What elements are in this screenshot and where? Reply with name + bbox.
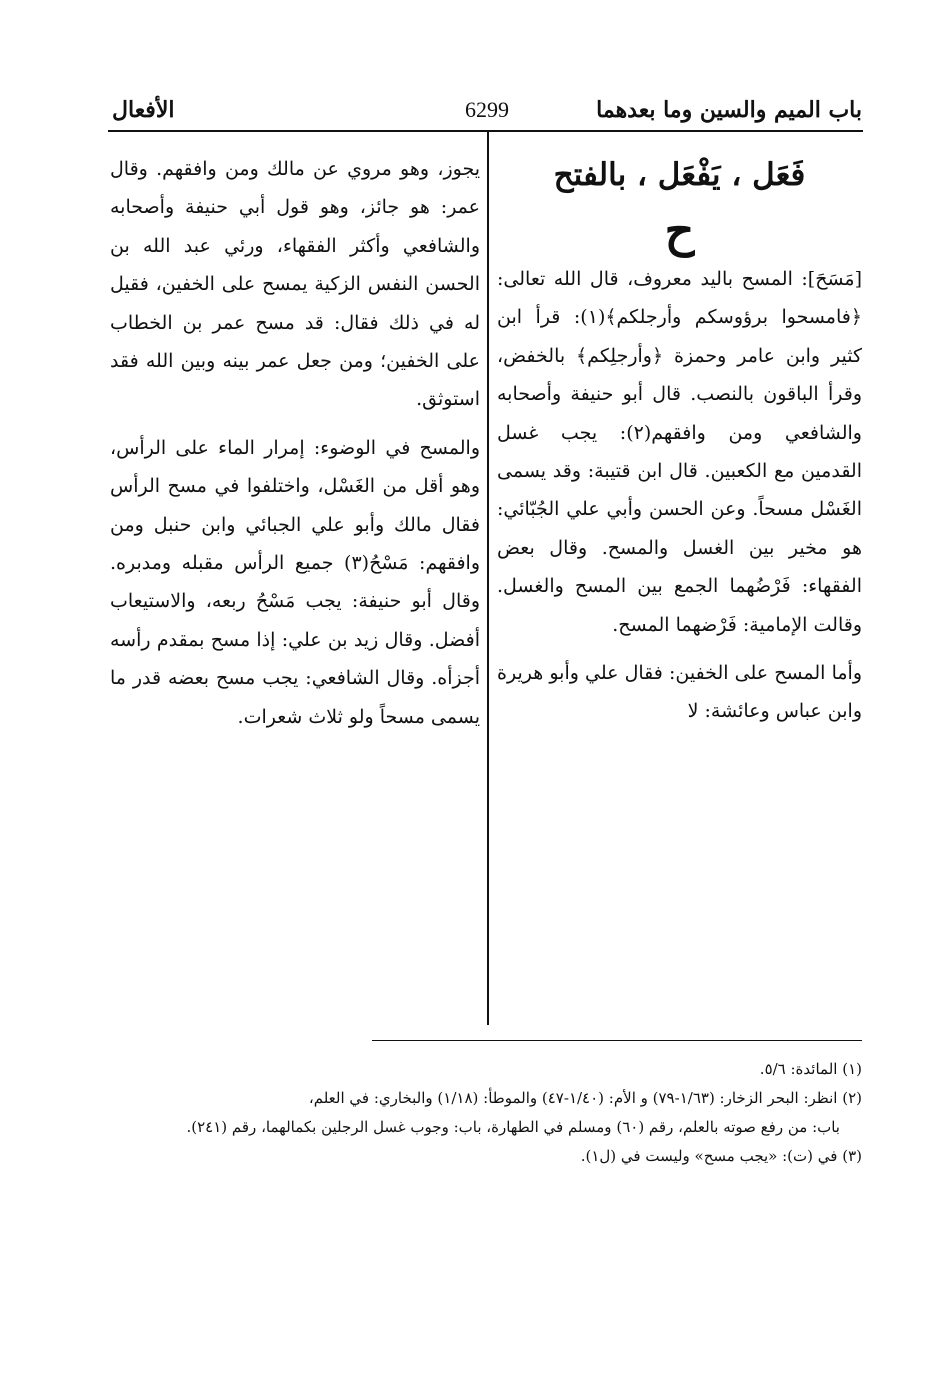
- paragraph: [مَسَحَ]: المسح باليد معروف، قال الله تعالى: ﴿فامسحوا برؤوسكم وأرجلكم﴾(١): قرأ ابن كثير وابن عامر وحمزة ﴿وأرجلِكم﴾ بالخفض، وقرأ الباقون بالنصب. قال أبو حنيفة وأصحابه والشافعي ومن وافقهم(٢): يجب غسل القدمين مع الكعبين. قال ابن قتيبة: وقد يسمى الغَسْل مسحاً. وعن الحسن وأبي علي الجُبّائي: هو مخير بين الغسل والمسح. وقال بعض الفقهاء: فَرْضُهما الجمع بين المسح والغسل. وقالت الإمامية: فَرْضهما المسح.: [497, 268, 862, 636]
- right-column: [497, 150, 862, 731]
- footnote: (١) المائدة: ٥/٦.: [759, 1060, 862, 1078]
- left-column: [110, 150, 480, 736]
- footnotes: [110, 1055, 862, 1171]
- header-rule: [108, 130, 863, 132]
- page-number: 6299: [465, 97, 509, 122]
- chapter-header: باب الميم والسين وما بعدهما: [596, 97, 862, 123]
- paragraph: يجوز، وهو مروي عن مالك ومن وافقهم. وقال عمر: هو جائز، وهو قول أبي حنيفة وأصحابه والشافعي وأكثر الفقهاء، ورئي عبد الله بن الحسن النفس الزكية يمسح على الخفين، فقيل له في ذلك فقال: قد مسح عمر بن الخطاب على الخفين؛ ومن جعل عمر بينه وبين الله فقد استوثق.: [110, 158, 480, 411]
- footnote-rule: [372, 1040, 862, 1041]
- footnote-continuation: باب: من رفع صوته بالعلم، رقم (٦٠) ومسلم في الطهارة، باب: وجوب غسل الرجلين بكمالهما، رقم (٢٤١).: [186, 1118, 840, 1136]
- entry-letter: ح: [664, 203, 695, 257]
- paragraph: والمسح في الوضوء: إمرار الماء على الرأس، وهو أقل من الغَسْل، واختلفوا في مسح الرأس فقال مالك وأبو علي الجبائي وابن حنبل ومن وافقهم: مَسْحُ(٣) جميع الرأس مقبله ومدبره. وقال أبو حنيفة: يجب مَسْحُ ربعه، والاستيعاب أفضل. وقال زيد بن علي: إذا مسح بمقدم رأسه أجزأه. وقال الشافعي: يجب مسح بعضه قدر ما يسمى مسحاً ولو ثلاث شعرات.: [110, 436, 480, 728]
- entry-title: فَعَل ، يَفْعَل ، بالفتح: [553, 157, 806, 193]
- column-divider: [487, 132, 489, 1025]
- section-header: الأفعال: [112, 97, 175, 123]
- footnote: (٢) انظر: البحر الزخار: (١/٦٣-٧٩) و الأم: (١/٤٠-٤٧) والموطأ: (١/١٨) والبخاري: في العلم،: [308, 1089, 862, 1107]
- paragraph: وأما المسح على الخفين: فقال علي وأبو هريرة وابن عباس وعائشة: لا: [497, 662, 862, 723]
- footnote: (٣) في (ت): «يجب مسح» وليست في (ل١).: [580, 1147, 862, 1165]
